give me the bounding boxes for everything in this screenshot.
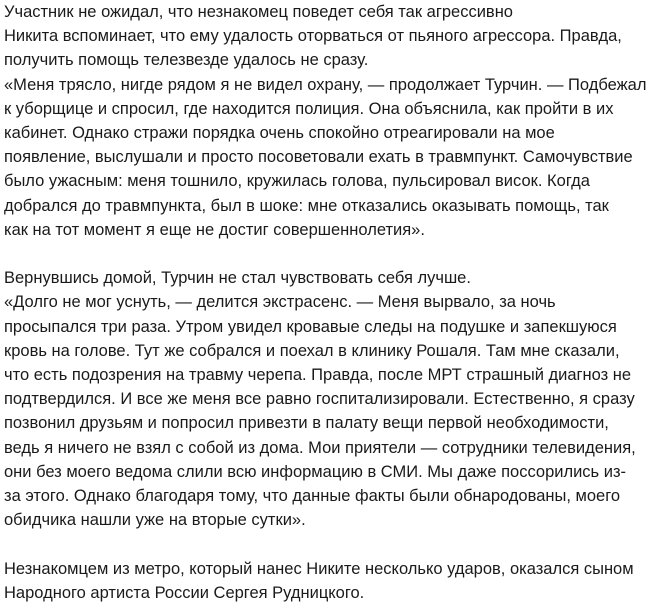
- text-line: кабинет. Однако стражи порядка очень спокойно отреагировали на мое: [4, 124, 555, 143]
- text-line: позвонил друзьям и попросил привезти в палату вещи первой необходимости,: [4, 414, 609, 433]
- text-line: «Меня трясло, нигде рядом я не видел охрану, — продолжает Турчин. — Подбежал: [4, 75, 647, 94]
- text-line: Народного артиста России Сергея Рудницкого.: [4, 583, 365, 602]
- text-line: обидчика нашли уже на вторые сутки».: [4, 511, 306, 530]
- text-line: за этого. Однако благодаря тому, что данные факты были обнародованы, моего: [4, 487, 621, 506]
- text-line: к уборщице и спросил, где находится полиция. Она объяснила, как пройти в их: [4, 99, 614, 118]
- text-line: ведь я ничего не взял с собой из дома. Мои приятели — сотрудники телевидения,: [4, 438, 636, 457]
- article-body: [4, 0, 666, 605]
- text-line: «Долго не мог уснуть, — делится экстрасенс. — Меня вырвало, за ночь: [4, 293, 556, 312]
- text-line: кровь на голове. Тут же собрался и поехал в клинику Рошаля. Там мне сказали,: [4, 341, 620, 360]
- text-line: как на тот момент я еще не достиг совершеннолетия».: [4, 220, 425, 239]
- text-line: добрался до травмпункта, был в шоке: мне отказались оказывать помощь, так: [4, 196, 609, 215]
- text-line: появление, выслушали и просто посоветовали ехать в травмпункт. Самочувствие: [4, 148, 633, 167]
- text-line: Незнакомцем из метро, который нанес Никите несколько ударов, оказался сыном: [4, 559, 634, 578]
- text-line: Вернувшись домой, Турчин не стал чувствовать себя лучше.: [4, 269, 471, 288]
- paragraph-spacer: [4, 242, 666, 266]
- text-line: было ужасным: меня тошнило, кружилась голова, пульсировал висок. Когда: [4, 172, 590, 191]
- text-line: что есть подозрения на травму черепа. Правда, после МРТ страшный диагноз не: [4, 366, 632, 385]
- text-line: они без моего ведома слили всю информацию в СМИ. Мы даже поссорились из-: [4, 462, 627, 481]
- text-line: Никита вспоминает, что ему удалость оторваться от пьяного агрессора. Правда,: [4, 27, 622, 46]
- quote-paragraph: [4, 290, 666, 532]
- intro-paragraph: [4, 0, 666, 73]
- paragraph-spacer: [4, 532, 666, 556]
- subheading: Участник не ожидал, что незнакомец поведет себя так агрессивно: [4, 3, 513, 21]
- quote-paragraph: [4, 73, 666, 242]
- paragraph: [4, 266, 666, 290]
- paragraph: [4, 557, 666, 605]
- text-line: получить помощь телезвезде удалось не сразу.: [4, 51, 369, 70]
- text-line: подтвердился. И все же меня все равно госпитализировали. Естественно, я сразу: [4, 390, 635, 409]
- text-line: просыпался три раза. Утром увидел кровавые следы на подушке и запекшуюся: [4, 317, 617, 336]
